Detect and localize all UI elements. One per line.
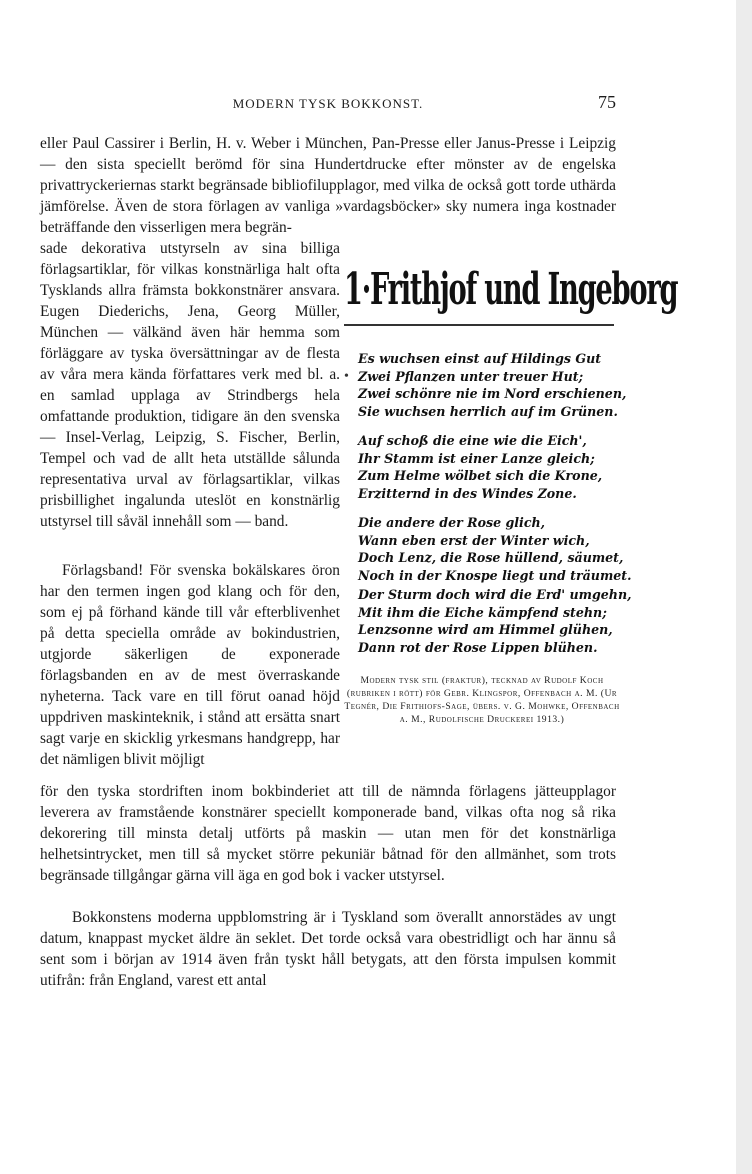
paragraph-bottom-1: för den tyska stordriften inom bokbinderiet att till de nämnda förlagens jätteupplagor leverera av framstående konstnärer speciellt komponerade band, vilkas ofta nog så rika dekorering till minsta detalj utförts på maskin — utan men för det konstnärliga helhetsintrycket, men till så mycket större pekuniär båtnad för den allmänhet, som trots begränsade tillgångar gärna vill äga en god bok i vacker utstyrsel. (40, 783, 616, 884)
page-number: 75 (598, 92, 616, 112)
verse-line: Mit ihm die Eiche kämpfend stehn; (358, 604, 607, 620)
figure-title: 1·Frithjof und Ingeborg (344, 264, 678, 315)
stanza-4 (358, 586, 632, 656)
verse-line: Doch Lenz, die Rose hüllend, säumet, (358, 550, 624, 565)
verse-line: Ihr Stamm ist einer Lanze gleich; (358, 450, 595, 466)
paragraph-left-column: sade dekorativa utstyrseln av sina billiga förlagsartiklar, för vilkas konstnärliga halt ofta Tysklands allra främsta bokkonstnärer ansvara. Eugen Diederichs, Jena, Georg Müller, München — välkänd även här hemma som förläggare av tyska översättningar av de flesta av våra mera kända författares verk med bl. a. en samlad upplaga av Strindbergs hela omfattande produktion, tidigare än den svenska — Insel-Verlag, Leipzig, S. Fischer, Berlin, Tempel och vad de allt heta utställde sålunda representativa urval av förlagsartiklar, vilkas prisbillighet ingalunda uteslöt en konstnärlig utstyrsel till såväl innehåll som — band. (40, 240, 340, 530)
verse-line: Es wuchsen einst auf Hildings Gut (358, 351, 602, 366)
verse-line: Zwei schönre nie im Nord erschienen, (358, 386, 627, 401)
verse-line: Zwei Pflanzen unter treuer Hut; (358, 368, 584, 384)
verse-line: Der Sturm doch wird die Erd' umgehn, (358, 587, 632, 602)
figure-caption: Modern tysk stil (fraktur), tecknad av Rudolf Koch (rubriken i rött) för Gebr. Klingspor, Offenbach a. M. (Ur Tegnér, Die Frithiofs-Sage, übers. v. G. Mohwke, Offenbach a. M., Rudolfische Druckerei 1913.) (344, 675, 620, 725)
scan-margin-strip (736, 0, 752, 1174)
verse-line: Wann eben erst der Winter wich, (358, 532, 590, 548)
verse-line: Noch in der Knospe liegt und träumet. (358, 567, 632, 583)
stanza-1 (358, 350, 627, 420)
verse-line: Zum Helme wölbet sich die Krone, (358, 468, 603, 483)
running-head: MODERN TYSK BOKKONST. (232, 96, 424, 111)
paragraph-forlagsband: Förlagsband! För svenska bokälskares öron har den termen ingen god klang och för den, som ej på förhand kände till vår efterblivenhet på detta speciella område av bokindustrien, utgjorde säkerligen de exponerade förlagsbanden en av de mest överraskande nyheterna. Tack vare en till förut oanad höjd uppdriven maskinteknik, i stånd att ersätta snart sagt varje en skicklig yrkesmans handgrepp, har det nämligen blivit möjligt (40, 562, 340, 768)
paragraph-bottom-2: Bokkonstens moderna uppblomstring är i Tyskland som överallt annorstädes av ungt datum, knappast mycket äldre än seklet. Det torde också vara obestridligt och har ännu så sent som i början av 1914 även från tyskt håll betygats, att den första impulsen kommit utifrån: från England, varest ett antal (40, 909, 616, 989)
paragraph-top: eller Paul Cassirer i Berlin, H. v. Weber i München, Pan-Presse eller Janus-Presse i Leipzig — den sista speciellt berömd för sina Hundertdrucke efter mönster av de engelska privattryckeriernas starkt begränsade bibliofilupplagor, med vilka de också gott torde uthärda jämförelse. Även de stora förlagen av vanliga »vardagsböcker» sky numera inga kostnader beträffande den visserligen mera begrän- (40, 135, 616, 236)
verse-line: Lenzsonne wird am Himmel glühen, (358, 622, 613, 637)
verse-line: Die andere der Rose glich, (358, 515, 546, 530)
verse-line: Erzitternd in des Windes Zone. (358, 485, 577, 501)
stanza-3 (358, 514, 632, 584)
verse-line: Auf schoß die eine wie die Eich', (358, 433, 587, 448)
verse-line: Sie wuchsen herrlich auf im Grünen. (358, 403, 618, 419)
page-header (40, 92, 616, 116)
figure-title-underline (344, 324, 614, 326)
verse-line: Dann rot der Rose Lippen blühen. (358, 639, 598, 655)
bullet-mark: • (344, 369, 349, 384)
stanza-2 (358, 432, 618, 502)
